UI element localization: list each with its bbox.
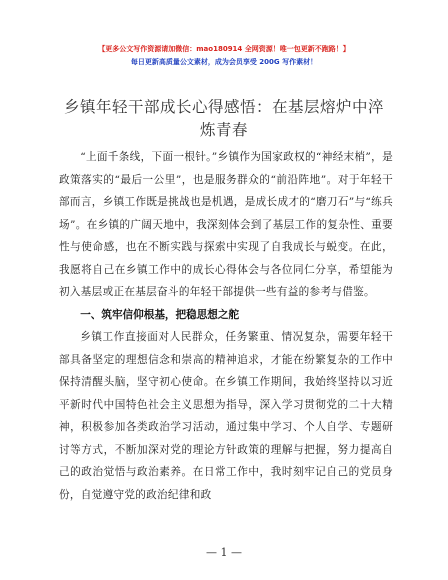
- page-number: — 1 —: [206, 546, 242, 559]
- document-title: 乡镇年轻干部成长心得感悟：在基层熔炉中淬炼青春: [63, 98, 384, 139]
- section-heading: 一、筑牢信仰根基，把稳思想之舵: [80, 308, 240, 321]
- body-paragraph: 乡镇工作直接面对人民群众，任务繁重、情况复杂，需要年轻干部具备坚定的理想信念和崇高的精神追求，才能在纷繁复杂的工作中保持清醒头脑，坚守初心使命。在乡镇工作期间，我始终坚持以习近平新时代中国特色社会主义思想为指导，深入学习贯彻党的二十大精神，积极参加各类政治学习活动，通过集中学习、个人自学、专题研讨等方式，不断加深对党的理论方针政策的理解与把握，努力提高自己的政治觉悟与政治素养。在日常工作中，我时刻牢记自己的党员身份，自觉遵守党的政治纪律和政: [59, 331, 393, 501]
- promo-banner-line2: 每日更新高质量公文素材，成为会员享受 200G 写作素材！: [130, 58, 318, 66]
- document-body: [59, 146, 393, 506]
- promo-banner-line1: 【更多公文写作资源请加微信：mao180914 全网资源！唯一包更新不跑路！】: [98, 45, 350, 53]
- body-paragraph: “上面千条线，下面一根针。”乡镇作为国家政权的“神经末梢”，是政策落实的“最后一公里”，也是服务群众的“前沿阵地”。对于年轻干部而言，乡镇工作既是挑战也是机遇，是成长成才的“磨刀石”与“练兵场”。在乡镇的广阔天地中，我深刻体会到了基层工作的复杂性、重要性与使命感，也在不断实践与探索中实现了自我成长与蜕变。在此，我愿将自己在乡镇工作中的成长心得体会与各位同仁分享，希望能为初入基层或正在基层奋斗的年轻干部提供一些有益的参考与借鉴。: [59, 151, 393, 298]
